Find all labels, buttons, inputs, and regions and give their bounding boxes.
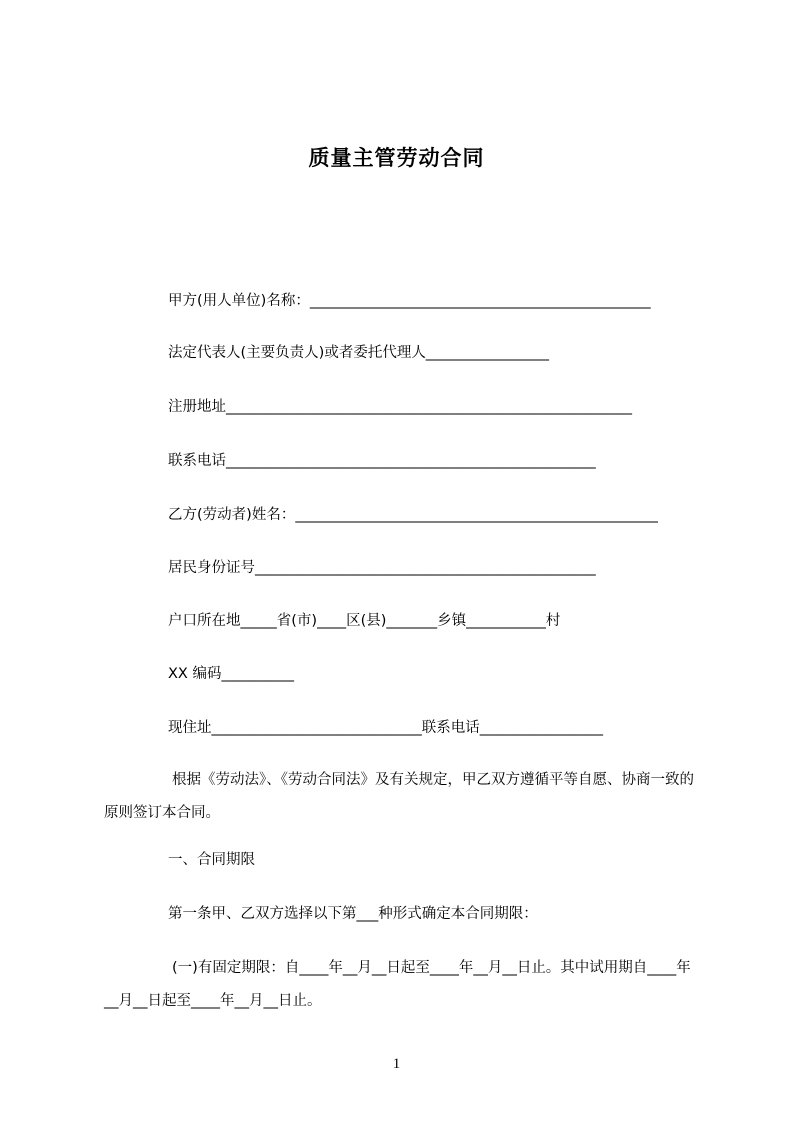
intro-paragraph — [104, 764, 700, 830]
clause-1-text: (一)有固定期限：自____年__月__日起至____年__月__日止。其中试用期自____年__月__日起至____年__月__日止。 — [104, 960, 691, 1009]
field-phone-a: 联系电话___________________________________________________ — [168, 453, 596, 469]
article-1: 第一条甲、乙双方选择以下第___种形式确定本合同期限： — [168, 906, 538, 922]
field-party-a: 甲方(用人单位)名称：_______________________________________________ — [168, 293, 651, 309]
field-party-b: 乙方(劳动者)姓名：__________________________________________________ — [168, 507, 658, 523]
document-title: 质量主管劳动合同 — [308, 146, 485, 170]
field-household-registration: 户口所在地_____省(市)____区(县)_______乡镇___________村 — [168, 613, 561, 629]
field-legal-representative: 法定代表人(主要负责人)或者委托代理人_________________ — [168, 345, 550, 361]
field-id-number: 居民身份证号_______________________________________________ — [168, 560, 596, 576]
clause-1 — [104, 952, 700, 1018]
section-heading: 一、合同期限 — [168, 852, 255, 868]
field-current-address: 现住址_____________________________联系电话_________________ — [168, 720, 603, 736]
page-number: 1 — [392, 1056, 401, 1072]
field-postcode: XX 编码__________ — [168, 666, 294, 682]
intro-text: 根据《劳动法》、《劳动合同法》及有关规定，甲乙双方遵循平等自愿、协商一致的原则签订本合同。 — [104, 772, 694, 821]
field-registered-address: 注册地址________________________________________________________ — [168, 399, 632, 415]
